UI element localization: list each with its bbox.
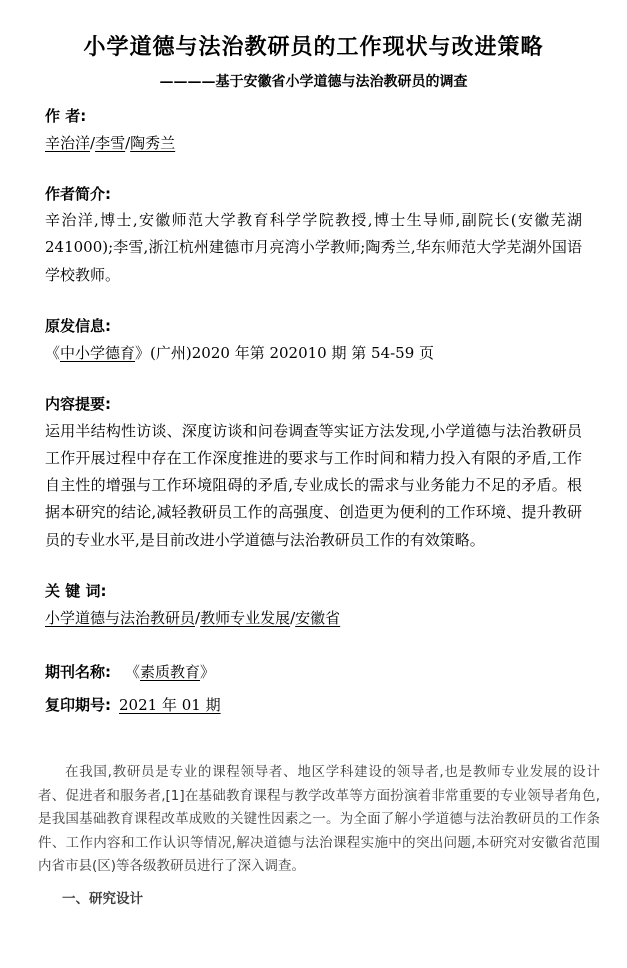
page-subtitle: ————基于安徽省小学道德与法治教研员的调查 xyxy=(159,73,468,90)
keyword-separator: / xyxy=(195,609,201,628)
section-heading-research-design: 一、研究设计 xyxy=(62,890,143,907)
reprint-label: 复印期号: xyxy=(45,695,111,714)
source-label: 原发信息: xyxy=(45,317,111,336)
keyword-link-3[interactable]: 安徽省 xyxy=(295,609,341,628)
keywords-label: 关 键 词: xyxy=(45,582,107,601)
bracket-open: 《 xyxy=(125,663,141,682)
bracket-open: 《 xyxy=(45,344,61,363)
reprint-row xyxy=(45,691,582,720)
abstract-text: 运用半结构性访谈、深度访谈和问卷调查等实证方法发现,小学道德与法治教研员工作开展过程中存在工作深度推进的要求与工作时间和精力投入有限的矛盾,工作自主性的增强与工作环境阻碍的矛盾,专业成长的需求与业务能力不足的矛盾。根据本研究的结论,减轻教研员工作的高强度、创造更为便利的工作环境、提升教研员的专业水平,是目前改进小学道德与法治教研员工作的有效策略。 xyxy=(45,421,582,549)
authors-label: 作 者: xyxy=(45,106,87,125)
journal-name-row xyxy=(45,658,582,687)
bracket-close: 》 xyxy=(135,344,151,363)
abstract-label: 内容提要: xyxy=(45,395,111,414)
keyword-link-2[interactable]: 教师专业发展 xyxy=(200,609,291,628)
source-journal-link[interactable]: 中小学德育 xyxy=(60,344,136,363)
authors-section xyxy=(45,105,582,157)
author-bio-section xyxy=(45,183,582,289)
author-bio-label: 作者简介: xyxy=(45,184,111,203)
abstract-section xyxy=(45,393,582,554)
source-line xyxy=(45,340,582,367)
article-body-section xyxy=(38,761,600,906)
journal-name-label: 期刊名称: xyxy=(45,663,111,682)
author-link-3[interactable]: 陶秀兰 xyxy=(130,133,176,152)
keywords-section xyxy=(45,580,582,632)
reprint-value-link[interactable]: 2021 年 01 期 xyxy=(119,695,221,714)
keywords-line xyxy=(45,605,582,632)
author-link-2[interactable]: 李雪 xyxy=(95,133,126,152)
source-section xyxy=(45,315,582,367)
keyword-separator: / xyxy=(290,609,296,628)
author-separator: / xyxy=(125,133,131,152)
page-title: 小学道德与法治教研员的工作现状与改进策略 xyxy=(83,35,544,60)
bracket-close: 》 xyxy=(200,663,216,682)
authors-line xyxy=(45,130,582,157)
journal-name-link[interactable]: 素质教育 xyxy=(140,663,201,682)
author-separator: / xyxy=(90,133,96,152)
author-bio-text: 辛治洋,博士,安徽师范大学教育科学学院教授,博士生导师,副院长(安徽芜湖 241000);李雪,浙江杭州建德市月亮湾小学教师;陶秀兰,华东师范大学芜湖外国语学校教师。 xyxy=(45,211,582,284)
journal-info-section xyxy=(45,658,582,719)
intro-paragraph: 在我国,教研员是专业的课程领导者、地区学科建设的领导者,也是教师专业发展的设计者、促进者和服务者,[1]在基础教育课程与教学改革等方面扮演着非常重要的专业领导者角色,是我国基础教育课程改革成败的关键性因素之一。为全面了解小学道德与法治教研员的工作条件、工作内容和工作认识等情况,解决道德与法治课程实施中的突出问题,本研究对安徽省范围内省市县(区)等各级教研员进行了深入调查。 xyxy=(38,764,600,875)
source-detail: (广州)2020 年第 202010 期 第 54-59 页 xyxy=(150,344,435,363)
author-link-1[interactable]: 辛治洋 xyxy=(45,133,91,152)
keyword-link-1[interactable]: 小学道德与法治教研员 xyxy=(45,609,196,628)
